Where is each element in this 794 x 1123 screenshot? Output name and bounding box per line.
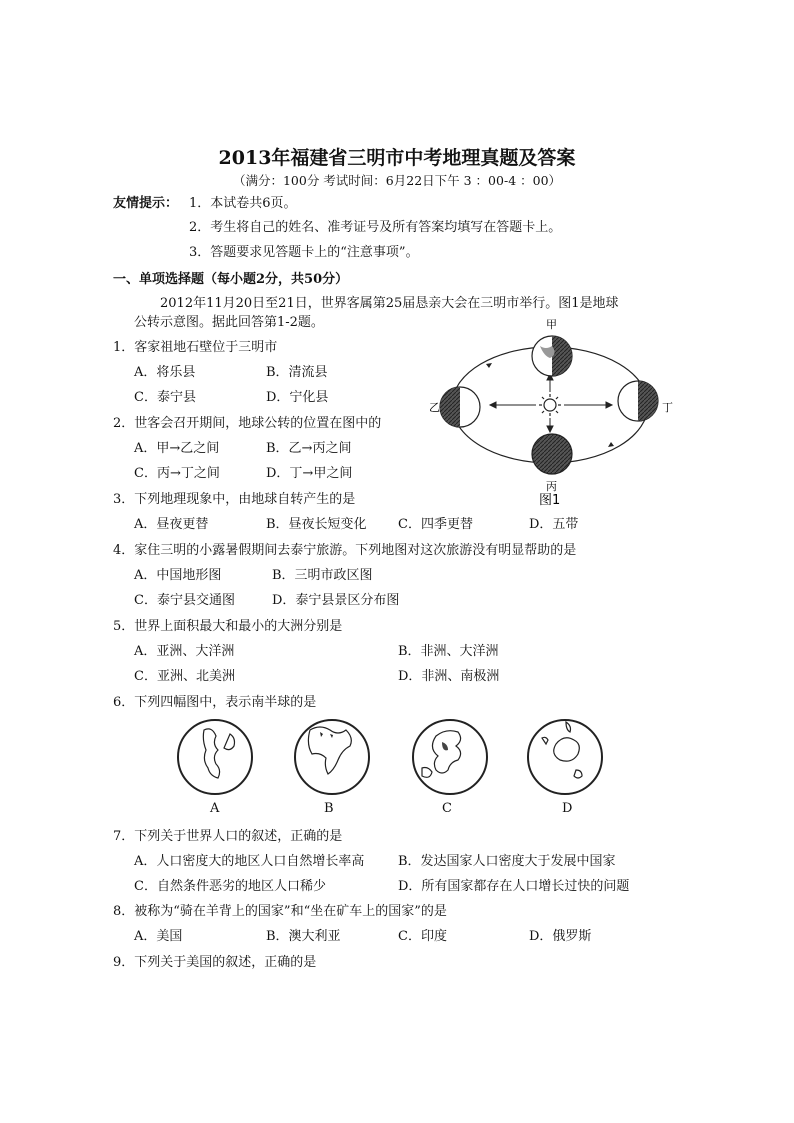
label-ding: 丁 (662, 401, 673, 414)
question-option: D．所有国家都存在人口增长过快的问题 (398, 879, 630, 894)
question-stem: 7．下列关于世界人口的叙述，正确的是 (113, 829, 343, 844)
question-option: A．亚洲、大洋洲 (134, 644, 235, 659)
question-option: A．人口密度大的地区人口自然增长率高 (134, 854, 365, 869)
earth-position-jia (532, 336, 572, 376)
section-heading: 一、单项选择题（每小题2分，共50分） (113, 272, 349, 287)
earth-position-ding (618, 381, 658, 421)
page-subtitle: （满分：100分 考试时间：6月22日下午 3 ：00-4 ：00） (232, 173, 562, 188)
tips-label: 友情提示： (113, 196, 179, 211)
question-option: C．亚洲、北美洲 (134, 669, 235, 684)
question-stem: 8．被称为“骑在羊背上的国家”和“坐在矿车上的国家”的是 (113, 904, 447, 919)
globe-b (295, 720, 369, 794)
question-stem: 1．客家祖地石壁位于三明市 (113, 340, 278, 355)
label-yi: 乙 (429, 401, 440, 414)
question-option: D．五带 (529, 517, 579, 532)
figure-caption: 图1 (539, 493, 561, 508)
question-option: C．泰宁县交通图 (134, 593, 235, 608)
question-stem: 2．世客会召开期间，地球公转的位置在图中的 (113, 416, 382, 431)
tip-item: 1．本试卷共6页。 (189, 196, 297, 211)
question-stem: 6．下列四幅图中，表示南半球的是 (113, 695, 317, 710)
hemisphere-figures (170, 712, 620, 802)
globe-label: D (562, 801, 573, 816)
label-bing: 丙 (546, 480, 557, 493)
globe-label: C (442, 801, 452, 816)
earth-position-bing (532, 434, 572, 474)
question-option: C．泰宁县 (134, 390, 196, 405)
question-option: A．将乐县 (134, 365, 196, 380)
globe-d (528, 720, 602, 794)
orbit-direction-arrow (486, 363, 492, 368)
question-option: B．发达国家人口密度大于发展中国家 (398, 854, 616, 869)
question-option: C．丙→丁之间 (134, 466, 220, 481)
orbit-direction-arrow (608, 442, 614, 447)
question-stem: 5．世界上面积最大和最小的大洲分别是 (113, 619, 343, 634)
label-jia: 甲 (546, 318, 557, 331)
question-option: D．丁→甲之间 (266, 466, 353, 481)
question-option: C．四季更替 (398, 517, 473, 532)
question-stem: 9．下列关于美国的叙述，正确的是 (113, 955, 317, 970)
question-stem: 3．下列地理现象中，由地球自转产生的是 (113, 492, 356, 507)
question-option: D．俄罗斯 (529, 929, 592, 944)
question-stem: 4．家住三明的小露暑假期间去泰宁旅游。下列地图对这次旅游没有明显帮助的是 (113, 543, 577, 558)
page-title: 2013年福建省三明市中考地理真题及答案 (218, 147, 576, 169)
question-option: C．自然条件恶劣的地区人口稀少 (134, 879, 326, 894)
tip-item: 3．答题要求见答题卡上的“注意事项”。 (189, 245, 419, 260)
question-option: D．泰宁县景区分布图 (272, 593, 400, 608)
question-option: A．甲→乙之间 (134, 441, 220, 456)
globe-c (413, 720, 487, 794)
tip-item: 2．考生将自己的姓名、准考证号及所有答案均填写在答题卡上。 (189, 220, 562, 235)
question-option: D．非洲、南极洲 (398, 669, 500, 684)
question-option: A．美国 (134, 929, 183, 944)
question-option: A．昼夜更替 (134, 517, 209, 532)
sun-rays-arrows (490, 374, 612, 432)
question-option: B．澳大利亚 (266, 929, 341, 944)
section-intro: 2012年11月20日至21日，世界客属第25届恳亲大会在三明市举行。图1是地球 (160, 296, 619, 311)
question-option: A．中国地形图 (134, 568, 222, 583)
question-option: C．印度 (398, 929, 447, 944)
globe-a (178, 720, 252, 794)
globe-label: A (210, 801, 220, 816)
earth-position-yi (440, 387, 480, 427)
question-option: B．清流县 (266, 365, 328, 380)
earth-orbit-figure (428, 312, 678, 522)
globe-label: B (324, 801, 334, 816)
question-option: B．昼夜长短变化 (266, 517, 367, 532)
question-option: B．非洲、大洋洲 (398, 644, 499, 659)
question-option: D．宁化县 (266, 390, 329, 405)
section-intro: 公转示意图。据此回答第1-2题。 (134, 315, 324, 330)
question-option: B．三明市政区图 (272, 568, 373, 583)
sun-icon (539, 394, 561, 416)
question-option: B．乙→丙之间 (266, 441, 352, 456)
